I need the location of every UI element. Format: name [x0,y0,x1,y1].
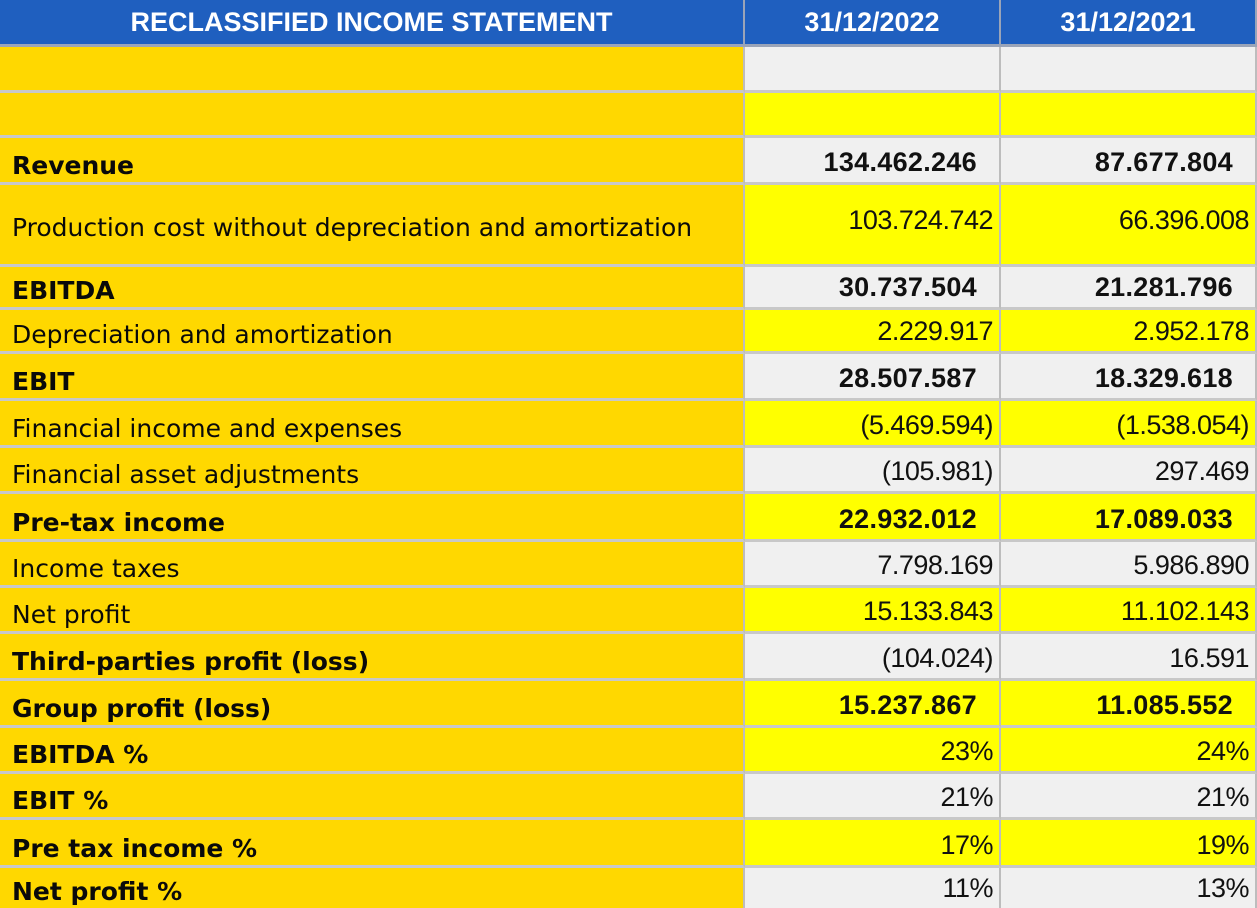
ebitda-pct-2022: 23% [745,728,1001,774]
ebitda-2021: 21.281.796 [1001,267,1257,310]
blank-row-label [0,47,745,93]
revenue-2021: 87.677.804 [1001,138,1257,185]
header-col-2022: 31/12/2022 [745,0,1001,47]
row-label-pre-tax-income: Pre-tax income [0,494,745,542]
net-profit-2022: 15.133.843 [745,588,1001,634]
income-taxes-2022: 7.798.169 [745,542,1001,588]
blank-row-value-2022 [745,47,1001,93]
net-profit-pct-2022: 11% [745,868,1001,908]
financial-asset-adjustments-2021: 297.469 [1001,448,1257,494]
ebit-2021: 18.329.618 [1001,354,1257,401]
group-profit-2022: 15.237.867 [745,681,1001,728]
header-col-2021: 31/12/2021 [1001,0,1257,47]
third-parties-2021: 16.591 [1001,634,1257,681]
row-label-net-profit-pct: Net profit % [0,868,745,908]
depreciation-2021: 2.952.178 [1001,310,1257,354]
row-label-ebit: EBIT [0,354,745,401]
row-label-revenue: Revenue [0,138,745,185]
income-taxes-2021: 5.986.890 [1001,542,1257,588]
blank-row-value-2021 [1001,47,1257,93]
production-cost-2021: 66.396.008 [1001,185,1257,267]
pre-tax-income-pct-2021: 19% [1001,820,1257,868]
blank-row-label [0,93,745,138]
blank-row-value-2021 [1001,93,1257,138]
ebitda-2022: 30.737.504 [745,267,1001,310]
blank-row-value-2022 [745,93,1001,138]
pre-tax-income-pct-2022: 17% [745,820,1001,868]
row-label-ebit-pct: EBIT % [0,774,745,820]
row-label-production-cost: Production cost without depreciation and amortization [0,185,745,267]
group-profit-2021: 11.085.552 [1001,681,1257,728]
row-label-ebitda: EBITDA [0,267,745,310]
net-profit-2021: 11.102.143 [1001,588,1257,634]
row-label-group-profit: Group profit (loss) [0,681,745,728]
row-label-net-profit: Net profit [0,588,745,634]
row-label-pre-tax-income-pct: Pre tax income % [0,820,745,868]
pre-tax-income-2021: 17.089.033 [1001,494,1257,542]
header-title: RECLASSIFIED INCOME STATEMENT [0,0,745,47]
row-label-income-taxes: Income taxes [0,542,745,588]
ebit-pct-2021: 21% [1001,774,1257,820]
row-label-third-parties: Third-parties profit (loss) [0,634,745,681]
financial-income-2022: (5.469.594) [745,401,1001,448]
net-profit-pct-2021: 13% [1001,868,1257,908]
revenue-2022: 134.462.246 [745,138,1001,185]
ebitda-pct-2021: 24% [1001,728,1257,774]
row-label-depreciation: Depreciation and amortization [0,310,745,354]
ebit-2022: 28.507.587 [745,354,1001,401]
third-parties-2022: (104.024) [745,634,1001,681]
financial-asset-adjustments-2022: (105.981) [745,448,1001,494]
row-label-ebitda-pct: EBITDA % [0,728,745,774]
ebit-pct-2022: 21% [745,774,1001,820]
row-label-financial-income: Financial income and expenses [0,401,745,448]
depreciation-2022: 2.229.917 [745,310,1001,354]
financial-income-2021: (1.538.054) [1001,401,1257,448]
row-label-financial-asset-adjustments: Financial asset adjustments [0,448,745,494]
production-cost-2022: 103.724.742 [745,185,1001,267]
pre-tax-income-2022: 22.932.012 [745,494,1001,542]
